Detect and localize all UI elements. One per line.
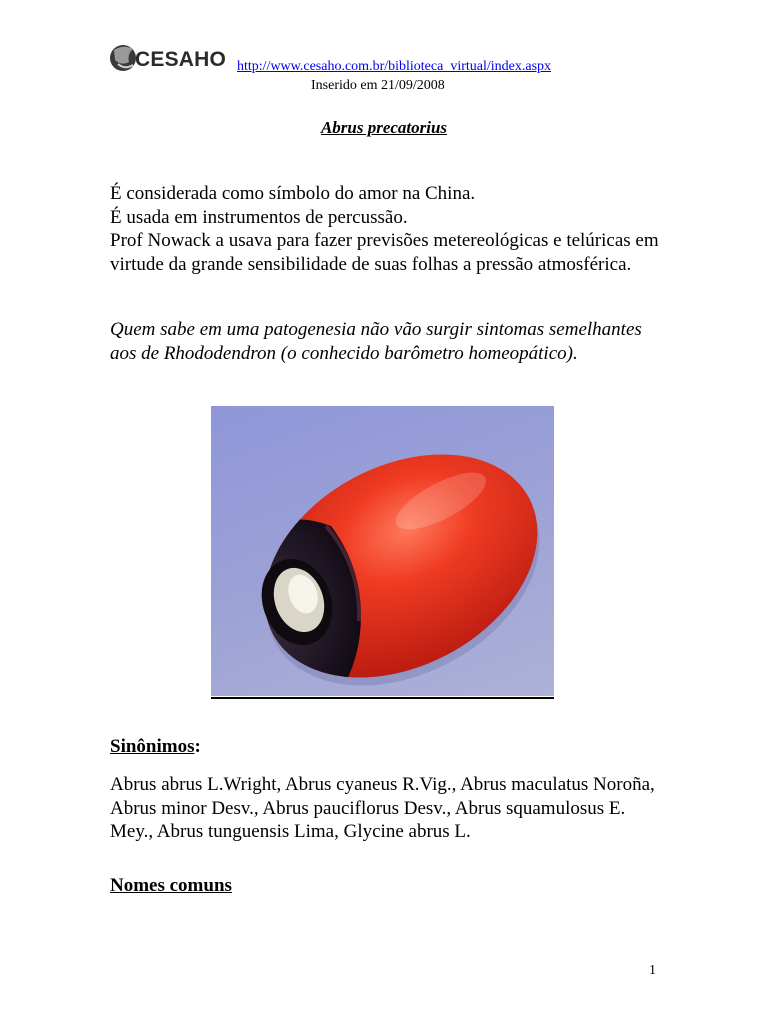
synonyms-paragraph	[110, 773, 670, 844]
inserted-date: Inserido em 21/09/2008	[311, 78, 445, 93]
abrus-seed-image	[211, 406, 554, 696]
seed-photo	[211, 406, 554, 696]
page-number: 1	[649, 963, 656, 978]
intro-line-1: É considerada como símbolo do amor na China.	[110, 183, 476, 204]
italic-note-text: Quem sabe em uma patogenesia não vão surgir sintomas semelhantes aos de Rhododendron (o conhecido barômetro homeopático).	[110, 319, 642, 364]
common-names-heading: Nomes comuns	[110, 875, 232, 896]
source-link[interactable]: http://www.cesaho.com.br/biblioteca_virtual/index.aspx	[237, 59, 552, 74]
synonyms-heading	[110, 736, 201, 758]
cesaho-logo-mark-icon	[109, 40, 137, 76]
intro-line-2: É usada em instrumentos de percussão.	[110, 206, 408, 228]
synonyms-text: Abrus abrus L.Wright, Abrus cyaneus R.Vig., Abrus maculatus Noroña, Abrus minor Desv., Abrus pauciflorus Desv., Abrus squamulosus E. Mey., Abrus tunguensis Lima, Glycine abrus L.	[110, 774, 655, 842]
cesaho-logo	[109, 40, 227, 76]
logo-text: CESAHO	[135, 48, 227, 71]
italic-note	[110, 318, 670, 365]
intro-paragraph	[110, 182, 670, 276]
document-title: Abrus precatorius	[320, 118, 448, 137]
page-header	[109, 40, 669, 96]
synonyms-heading-colon: :	[194, 736, 201, 757]
synonyms-heading-text: Sinônimos	[110, 736, 195, 757]
intro-line-3: Prof Nowack a usava para fazer previsões metereológicas e telúricas em virtude da grande sensibilidade de suas folhas a pressão atmosférica.	[110, 230, 659, 275]
photo-underline	[211, 697, 554, 699]
